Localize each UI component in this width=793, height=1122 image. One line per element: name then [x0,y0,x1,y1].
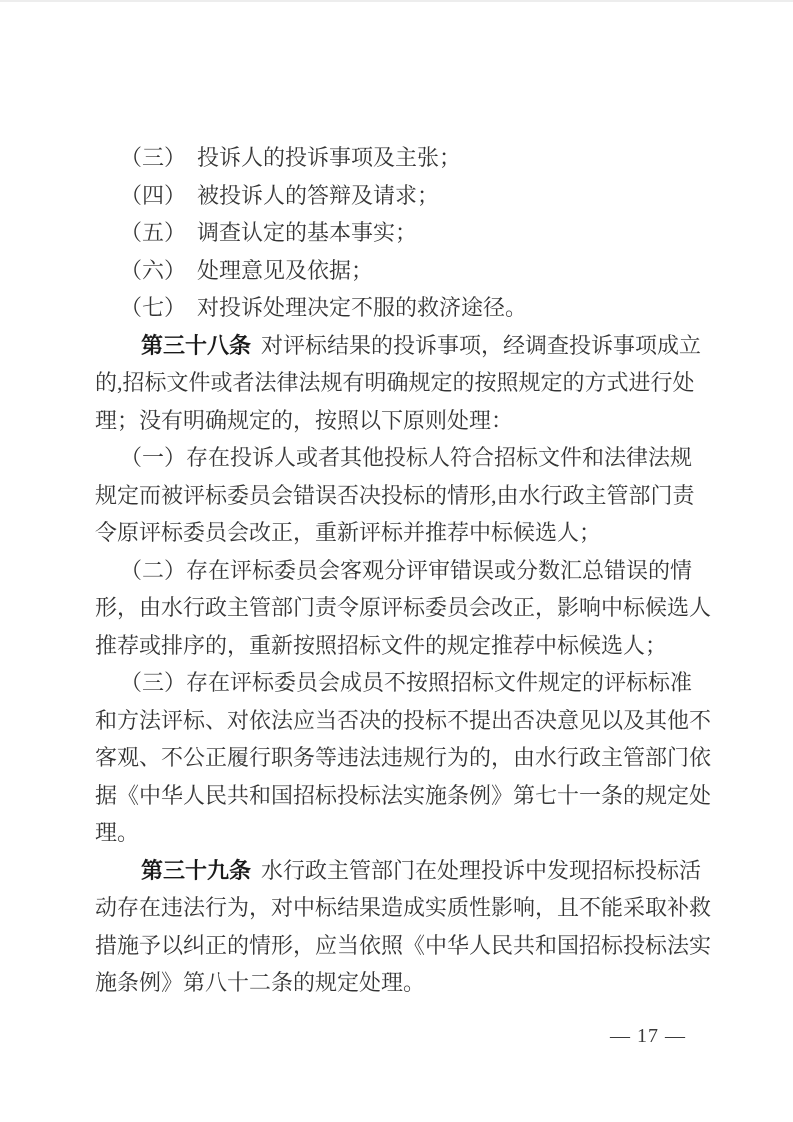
text-line [95,139,735,177]
line-text: 水行政主管部门在处理投诉中发现招标投标活 [261,857,702,883]
line-text: （七） 对投诉处理决定不服的救济途径。 [120,295,528,320]
text-line [95,814,735,852]
line-text: 推荐或排序的，重新按照招标文件的规定推荐中标候选人； [95,632,668,658]
line-text: 措施予以纠正的情形，应当依照《中华人民共和国招标投标法实 [95,932,712,958]
text-line [95,589,735,627]
page-number: — 17 — [610,1025,686,1047]
text-line [95,777,735,815]
line-text: 形，由水行政主管部门责令原评标委员会改正，影响中标候选人 [95,595,712,620]
text-line [95,252,735,290]
text-line [95,927,735,965]
text-line [95,964,735,1002]
line-text: 和方法评标、对依法应当否决的投标不提出否决意见以及其他不 [95,707,712,733]
line-text: （六） 处理意见及依据； [120,257,374,283]
article-number: 第三十九条 [141,857,252,883]
text-line [95,289,735,327]
line-text: （一）存在投诉人或者其他投标人符合招标文件和法律法规 [120,445,693,470]
line-text: （五） 调查认定的基本事实； [120,220,418,245]
text-line [95,439,735,477]
line-text: 理；没有明确规定的，按照以下原则处理： [95,407,514,433]
line-text: （三）存在评标委员会成员不按照招标文件规定的评标标准 [120,670,693,695]
article-line [95,327,735,365]
text-line [95,402,735,440]
article-number: 第三十八条 [141,332,252,358]
text-line [95,627,735,665]
line-text: 施条例》第八十二条的规定处理。 [95,970,426,995]
line-text: 理。 [95,820,140,845]
line-text: 客观、不公正履行职务等违法违规行为的，由水行政主管部门依 [95,745,712,770]
line-text: 对评标结果的投诉事项，经调查投诉事项成立 [261,332,702,358]
document-body [95,139,735,1002]
text-line [95,739,735,777]
line-text: 令原评标委员会改正，重新评标并推荐中标候选人； [95,520,602,545]
text-line [95,702,735,740]
text-line [95,177,735,215]
text-line [95,889,735,927]
text-line [95,364,735,402]
article-line [95,852,735,890]
text-line [95,514,735,552]
line-text: （四） 被投诉人的答辩及请求； [120,182,440,208]
line-text: 动存在违法行为，对中标结果造成实质性影响，且不能采取补救 [95,895,712,920]
text-line [95,477,735,515]
line-text: （三） 投诉人的投诉事项及主张； [120,145,462,170]
text-line [95,552,735,590]
line-text: 的,招标文件或者法律法规有明确规定的按照规定的方式进行处 [95,370,695,395]
line-text: 规定而被评标委员会错误否决投标的情形,由水行政主管部门责 [95,482,695,508]
text-line [95,214,735,252]
line-text: 据《中华人民共和国招标投标法实施条例》第七十一条的规定处 [95,782,712,808]
line-text: （二）存在评标委员会客观分评审错误或分数汇总错误的情 [120,557,693,583]
text-line [95,664,735,702]
